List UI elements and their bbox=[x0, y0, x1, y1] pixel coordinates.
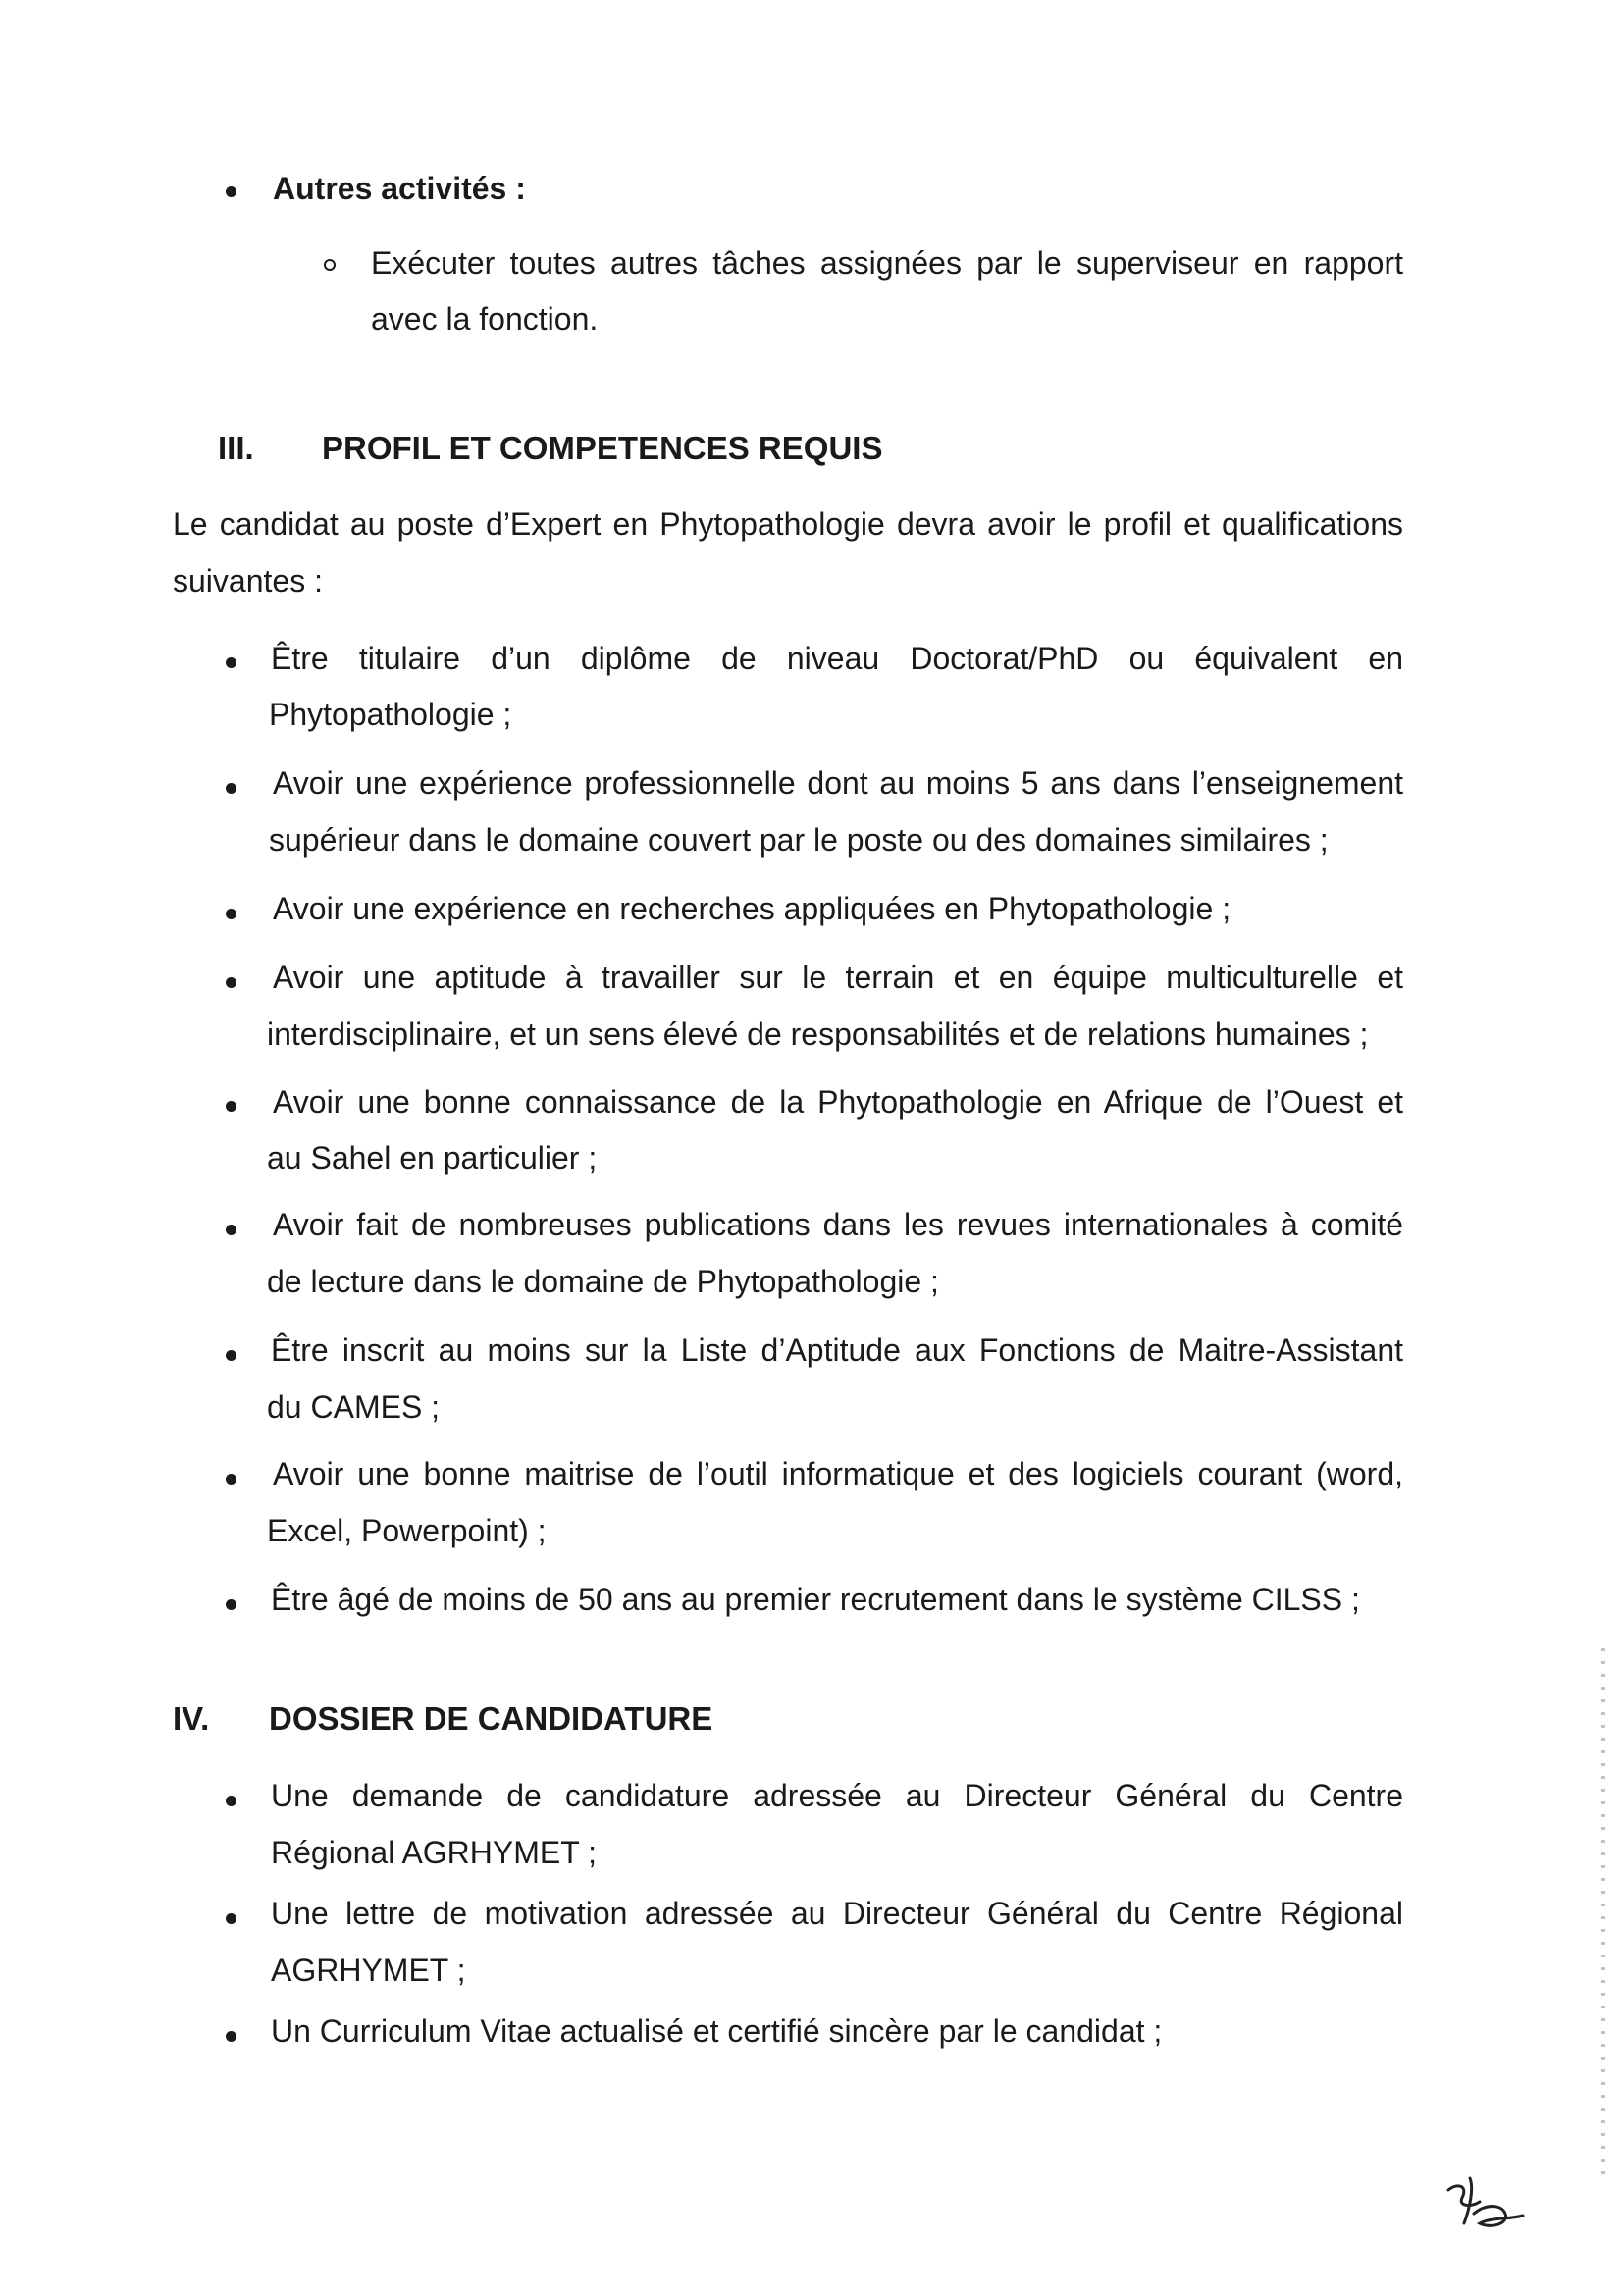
bullet bbox=[226, 1796, 236, 1806]
sub-bullet bbox=[324, 259, 336, 271]
bullet bbox=[226, 1350, 236, 1361]
list-item-line2: Phytopathologie ; bbox=[269, 697, 512, 732]
scan-margin-marks bbox=[1601, 1648, 1605, 2178]
list-item-line1: Être âgé de moins de 50 ans au premier recrutement dans le système CILSS ; bbox=[271, 1582, 1360, 1617]
section-3-intro-line2: suivantes : bbox=[173, 563, 323, 599]
bullet bbox=[226, 1474, 236, 1485]
bullet bbox=[226, 186, 236, 197]
list-item-line1: Avoir une bonne connaissance de la Phytopathologie en Afrique de l’Ouest et bbox=[273, 1084, 1403, 1120]
list-item-line2: interdisciplinaire, et un sens élevé de responsabilités et de relations humaines ; bbox=[267, 1017, 1369, 1052]
bullet bbox=[226, 1225, 236, 1235]
list-item-line2: supérieur dans le domaine couvert par le poste ou des domaines similaires ; bbox=[269, 822, 1329, 858]
section-4-title: DOSSIER DE CANDIDATURE bbox=[269, 1700, 713, 1737]
bullet bbox=[226, 2031, 236, 2042]
list-item-line2: du CAMES ; bbox=[267, 1389, 441, 1425]
list-item-line1: Une demande de candidature adressée au Directeur Général du Centre bbox=[271, 1778, 1403, 1813]
list-item-line2: Régional AGRHYMET ; bbox=[271, 1835, 597, 1870]
other-activities-item-line1: Exécuter toutes autres tâches assignées par le superviseur en rapport bbox=[371, 245, 1403, 281]
other-activities-heading: Autres activités : bbox=[273, 171, 526, 206]
list-item-line2: AGRHYMET ; bbox=[271, 1953, 466, 1988]
section-3-intro-line1: Le candidat au poste d’Expert en Phytopathologie devra avoir le profil et qualifications bbox=[173, 506, 1403, 542]
list-item-line1: Être titulaire d’un diplôme de niveau Doctorat/PhD ou équivalent en bbox=[271, 641, 1403, 676]
bullet bbox=[226, 977, 236, 988]
section-4-number: IV. bbox=[173, 1700, 210, 1737]
initials-signature bbox=[1441, 2168, 1529, 2237]
other-activities-item-line2: avec la fonction. bbox=[371, 301, 599, 337]
list-item-line1: Avoir une aptitude à travailler sur le terrain et en équipe multiculturelle et bbox=[273, 960, 1403, 995]
bullet bbox=[226, 909, 236, 919]
bullet bbox=[226, 783, 236, 794]
list-item-line1: Être inscrit au moins sur la Liste d’Aptitude aux Fonctions de Maitre-Assistant bbox=[271, 1332, 1403, 1368]
bullet bbox=[226, 1913, 236, 1924]
list-item-line2: au Sahel en particulier ; bbox=[267, 1140, 598, 1175]
list-item-line2: de lecture dans le domaine de Phytopathologie ; bbox=[267, 1264, 939, 1299]
list-item-line1: Avoir une expérience en recherches appliquées en Phytopathologie ; bbox=[273, 891, 1231, 926]
list-item-line1: Avoir une expérience professionnelle dont au moins 5 ans dans l’enseignement bbox=[273, 765, 1403, 801]
section-3-title: PROFIL ET COMPETENCES REQUIS bbox=[322, 430, 883, 466]
bullet bbox=[226, 1101, 236, 1112]
list-item-line2: Excel, Powerpoint) ; bbox=[267, 1513, 547, 1548]
section-3-number: III. bbox=[218, 430, 254, 466]
bullet bbox=[226, 657, 236, 668]
list-item-line1: Une lettre de motivation adressée au Directeur Général du Centre Régional bbox=[271, 1896, 1403, 1931]
list-item-line1: Avoir une bonne maitrise de l’outil informatique et des logiciels courant (word, bbox=[273, 1456, 1403, 1491]
list-item-line1: Avoir fait de nombreuses publications dans les revues internationales à comité bbox=[273, 1207, 1403, 1242]
list-item-line1: Un Curriculum Vitae actualisé et certifié sincère par le candidat ; bbox=[271, 2013, 1163, 2049]
bullet bbox=[226, 1599, 236, 1610]
